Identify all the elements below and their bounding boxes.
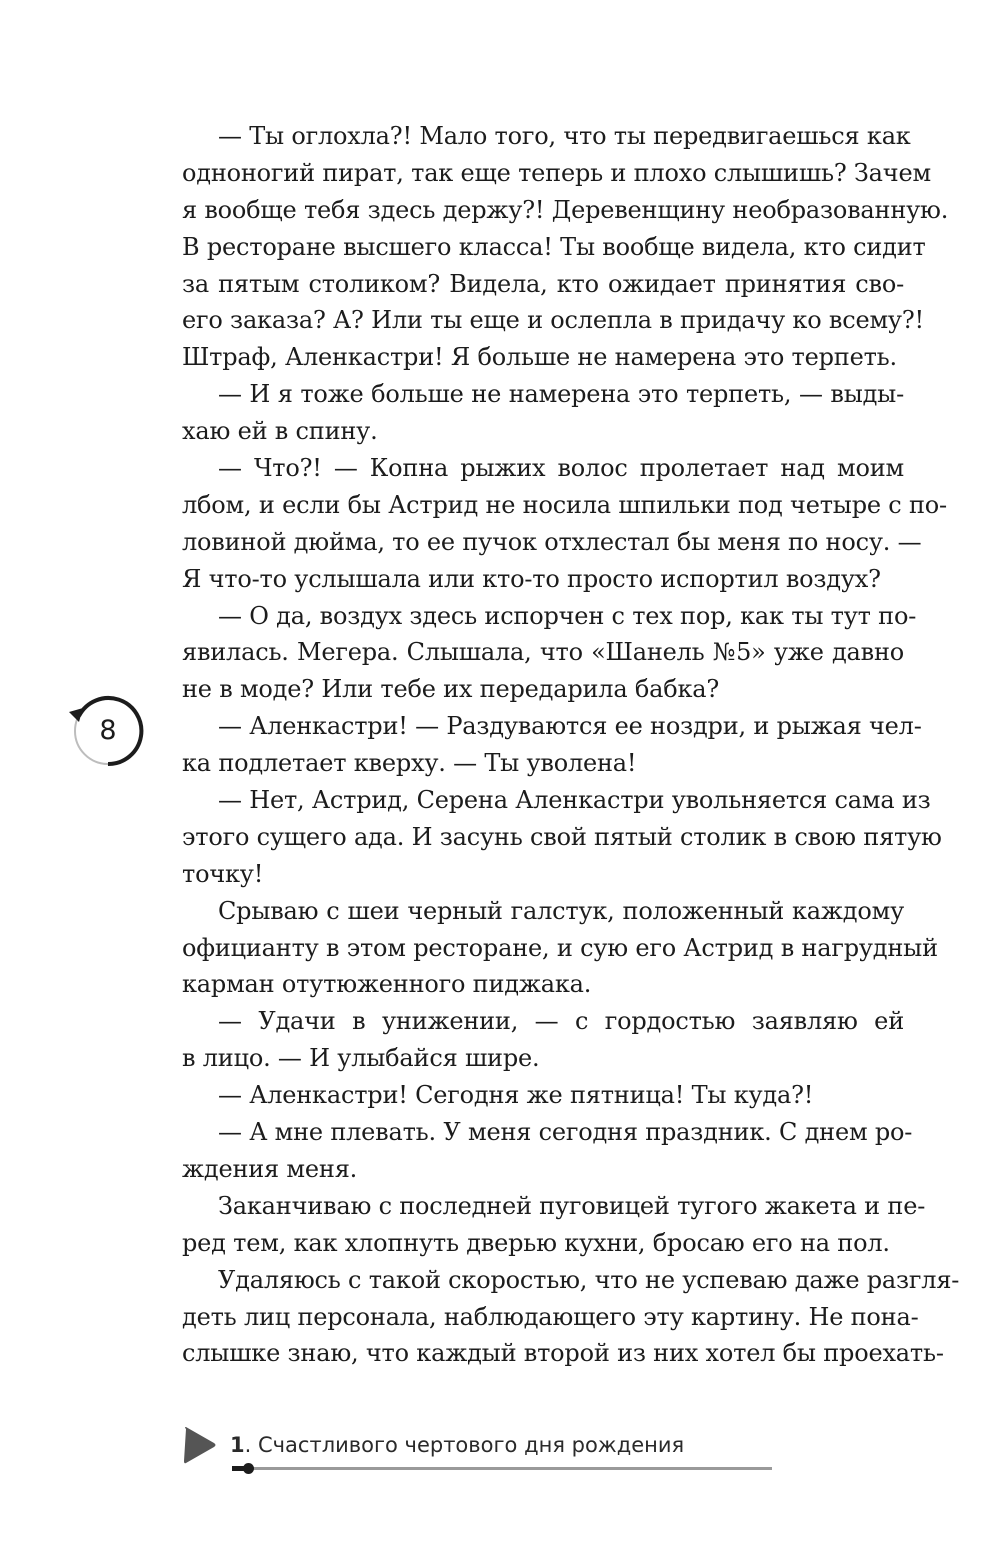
text-line: — Нет, Астрид, Серена Аленкастри увольняется сама из: [218, 786, 931, 815]
text-line: Штраф, Аленкастри! Я больше не намерена это терпеть.: [182, 343, 897, 372]
body-text: [182, 118, 960, 1372]
text-line: его заказа? А? Или ты еще и ослепла в придачу ко всему?!: [182, 306, 924, 335]
chapter-progress-track[interactable]: [232, 1467, 772, 1470]
play-icon[interactable]: [182, 1425, 218, 1465]
text-line: Заканчиваю с последней пуговицей тугого жакета и пе-: [218, 1191, 926, 1220]
text-line: ловиной дюйма, то ее пучок отхлестал бы меня по носу. —: [182, 527, 922, 556]
chapter-footer: [182, 1425, 782, 1485]
text-line: ка подлетает кверху. — Ты уволена!: [182, 749, 637, 778]
chapter-number: 1: [230, 1433, 245, 1457]
text-line: в лицо. — И улыбайся шире.: [182, 1044, 540, 1073]
text-line: В ресторане высшего класса! Ты вообще видела, кто сидит: [182, 232, 926, 261]
text-line: ред тем, как хлопнуть дверью кухни, бросаю его на пол.: [182, 1228, 890, 1257]
text-line: — Аленкастри! — Раздуваются ее ноздри, и рыжая чел-: [218, 712, 922, 741]
text-line: Я что-то услышала или кто-то просто испортил воздух?: [182, 564, 881, 593]
text-line: за пятым столиком? Видела, кто ожидает принятия сво-: [182, 269, 904, 298]
text-line: — А мне плевать. У меня сегодня праздник. С днем ро-: [218, 1118, 913, 1147]
text-line: Удаляюсь с такой скоростью, что не успеваю даже разгля-: [218, 1265, 960, 1294]
page-number-indicator: [67, 692, 149, 774]
text-line: лбом, и если бы Астрид не носила шпильки под четыре с по-: [182, 490, 947, 519]
text-line: не в моде? Или тебе их передарила бабка?: [182, 675, 720, 704]
text-line: ждения меня.: [182, 1154, 358, 1183]
text-line: слышке знаю, что каждый второй из них хотел бы проехать-: [182, 1339, 944, 1368]
chapter-name: . Счастливого чертового дня рождения: [244, 1433, 685, 1457]
page-number: 8: [99, 715, 117, 746]
text-line: Срываю с шеи черный галстук, положенный каждому: [218, 896, 904, 925]
text-line: хаю ей в спину.: [182, 417, 378, 446]
text-line: — О да, воздух здесь испорчен с тех пор, как ты тут по-: [218, 601, 917, 630]
text-line: — Аленкастри! Сегодня же пятница! Ты куда?!: [218, 1081, 814, 1110]
text-line: точку!: [182, 859, 264, 888]
text-line: — Ты оглохла?! Мало того, что ты передвигаешься как: [218, 122, 911, 150]
text-line: одноногий пират, так еще теперь и плохо слышишь? Зачем: [182, 158, 931, 187]
text-line: — Удачи в унижении, — с гордостью заявляю ей: [218, 1007, 904, 1036]
text-line: этого сущего ада. И засунь свой пятый столик в свою пятую: [182, 822, 942, 851]
text-line: — И я тоже больше не намерена это терпеть, — выды-: [218, 380, 904, 409]
chapter-progress-knob[interactable]: [243, 1463, 254, 1474]
text-line: официанту в этом ресторане, и сую его Астрид в нагрудный: [182, 933, 938, 962]
text-line: явилась. Мегера. Слышала, что «Шанель №5» уже давно: [182, 638, 904, 667]
text-line: я вообще тебя здесь держу?! Деревенщину необразованную.: [182, 195, 949, 224]
text-line: — Что?! — Копна рыжих волос пролетает над моим: [218, 454, 904, 483]
chapter-title[interactable]: [230, 1433, 684, 1457]
text-line: деть лиц персонала, наблюдающего эту картину. Не пона-: [182, 1302, 919, 1331]
text-line: карман отутюженного пиджака.: [182, 970, 592, 999]
